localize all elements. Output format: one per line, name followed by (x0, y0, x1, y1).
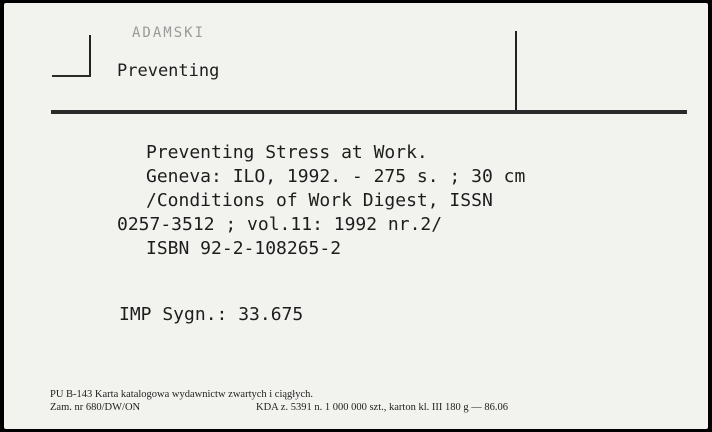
body-line-3: /Conditions of Work Digest, ISSN (146, 190, 493, 211)
catalog-card (4, 3, 708, 429)
main-horizontal-rule (51, 110, 687, 114)
footer-line-1: PU B-143 Karta katalogowa wydawnictw zwartych i ciągłych. (50, 389, 314, 400)
footer-line-2-right: KDA z. 5391 n. 1 000 000 szt., karton kl. III 180 g — 86.06 (256, 402, 508, 413)
faint-header-text: ADAMSKI (132, 25, 206, 41)
right-vertical-rule (515, 31, 517, 113)
body-line-4: 0257-3512 ; vol.11: 1992 nr.2/ (117, 214, 443, 235)
body-line-5: ISBN 92-2-108265-2 (146, 238, 342, 259)
card-heading: Preventing (117, 61, 220, 81)
footer-line-2-left: Zam. nr 680/DW/ON (50, 402, 141, 413)
body-line-2: Geneva: ILO, 1992. - 275 s. ; 30 cm (146, 166, 526, 187)
body-line-1: Preventing Stress at Work. (146, 142, 428, 163)
left-short-rule (52, 75, 91, 77)
left-vertical-rule (89, 35, 91, 77)
signature-line: IMP Sygn.: 33.675 (119, 304, 304, 325)
